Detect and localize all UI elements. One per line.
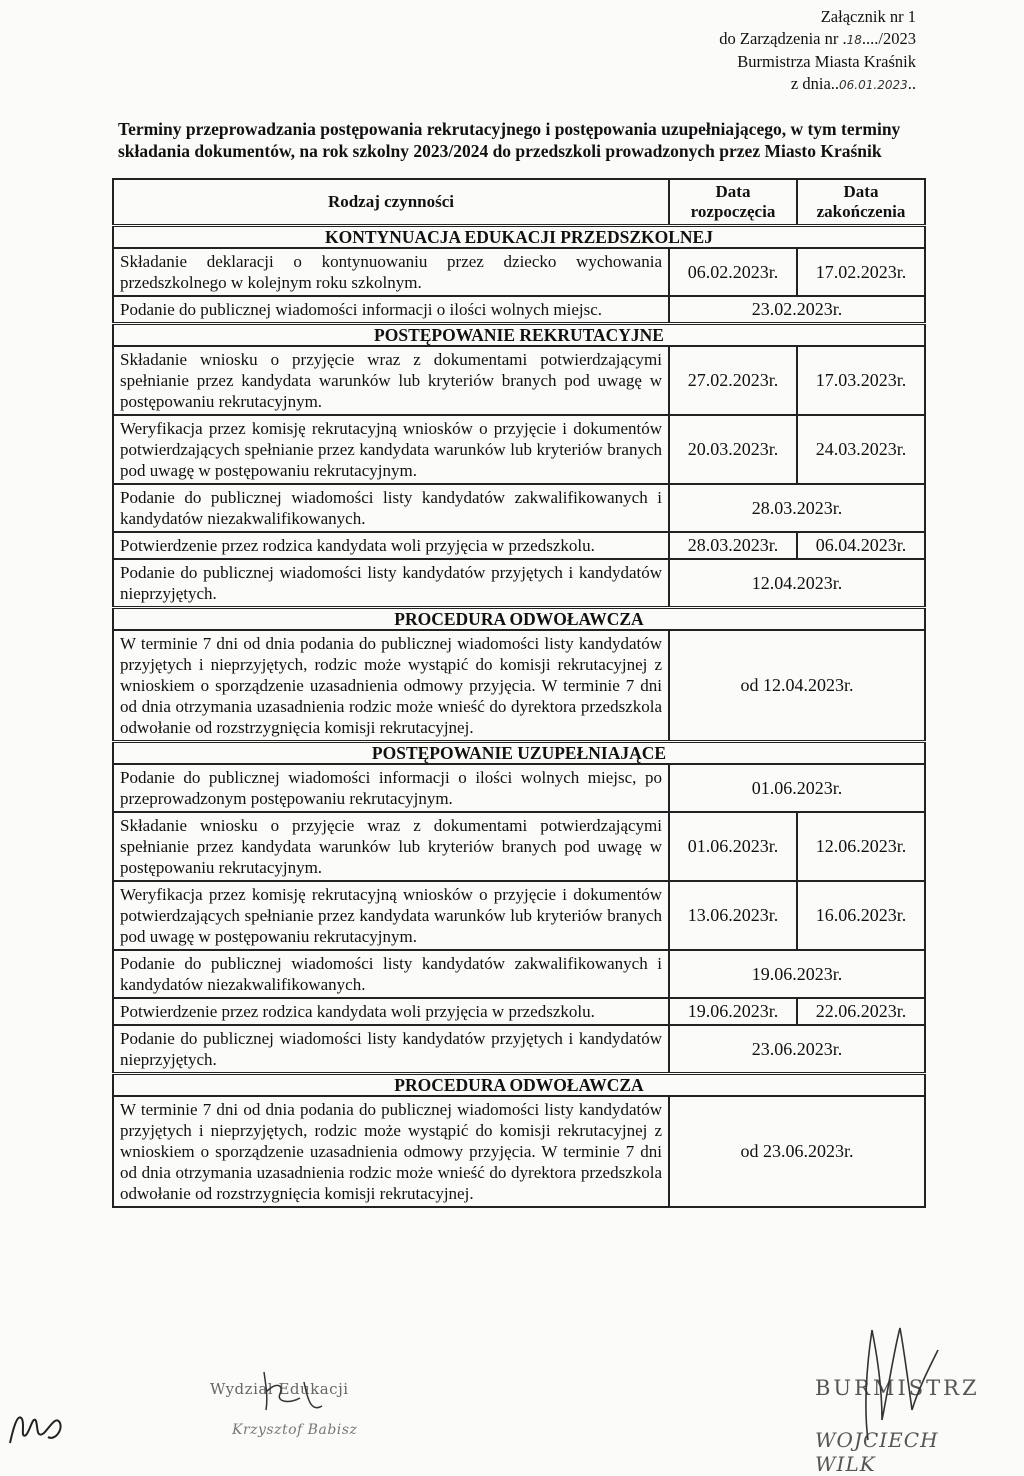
activity-cell: Podanie do publicznej wiadomości listy kandydatów przyjętych i kandydatów nieprzyjętych. (113, 559, 669, 608)
schedule-table (112, 178, 926, 1208)
end-date-cell: 12.06.2023r. (797, 812, 925, 881)
end-date-cell: 24.03.2023r. (797, 415, 925, 484)
activity-cell: Składanie wniosku o przyjęcie wraz z dokumentami potwierdzającymi spełnianie przez kandydata warunków lub kryteriów branych pod uwagę w postępowaniu rekrutacyjnym. (113, 812, 669, 881)
mayor-signature (838, 1310, 958, 1450)
date-cell: 23.06.2023r. (669, 1025, 925, 1074)
date-cell: 23.02.2023r. (669, 296, 925, 324)
date-cell: 01.06.2023r. (669, 764, 925, 812)
activity-cell: Podanie do publicznej wiadomości listy kandydatów zakwalifikowanych i kandydatów niezakwalifikowanych. (113, 950, 669, 998)
start-date-cell: 28.03.2023r. (669, 532, 797, 559)
header-end-date: Data zakończenia (797, 179, 925, 226)
activity-cell: Podanie do publicznej wiadomości listy kandydatów zakwalifikowanych i kandydatów niezakwalifikowanych. (113, 484, 669, 532)
document-title: Terminy przeprowadzania postępowania rekrutacyjnego i postępowania uzupełniającego, w tym terminy składania dokumentów, na rok szkolny 2023/2024 do przedszkoli prowadzonych przez Miasto Kraśnik (118, 119, 901, 161)
table-row (113, 1096, 925, 1207)
end-date-cell: 06.04.2023r. (797, 532, 925, 559)
table-row (113, 630, 925, 742)
table-row (113, 296, 925, 324)
table-row (113, 764, 925, 812)
activity-cell: Podanie do publicznej wiadomości informacji o ilości wolnych miejsc, po przeprowadzonym postępowaniu rekrutacyjnym. (113, 764, 669, 812)
start-date-cell: 20.03.2023r. (669, 415, 797, 484)
activity-cell: Składanie deklaracji o kontynuowaniu przez dziecko wychowania przedszkolnego w kolejnym roku szkolnym. (113, 248, 669, 296)
section-header-row (113, 608, 925, 631)
table-row (113, 346, 925, 415)
table-row (113, 532, 925, 559)
table-row (113, 248, 925, 296)
section-title: POSTĘPOWANIE UZUPEŁNIAJĄCE (113, 742, 925, 765)
table-row (113, 881, 925, 950)
section-header-row (113, 742, 925, 765)
table-row (113, 559, 925, 608)
table-row (113, 950, 925, 998)
activity-cell: Weryfikacja przez komisję rekrutacyjną wniosków o przyjęcie i dokumentów potwierdzających spełnianie przez kandydata warunków lub kryteriów branych pod uwagę w postępowaniu rekrutacyjnym. (113, 415, 669, 484)
section-header-row (113, 226, 925, 249)
order-date-handwritten: 06.01.2023 (839, 78, 908, 92)
start-date-cell: 19.06.2023r. (669, 998, 797, 1025)
header-activity: Rodzaj czynności (113, 179, 669, 226)
end-date-cell: 17.02.2023r. (797, 248, 925, 296)
section-title: PROCEDURA ODWOŁAWCZA (113, 1074, 925, 1097)
section-title: KONTYNUACJA EDUKACJI PRZEDSZKOLNEJ (113, 226, 925, 249)
date-cell: od 23.06.2023r. (669, 1096, 925, 1207)
initials-signature (0, 1395, 80, 1455)
end-date-cell: 17.03.2023r. (797, 346, 925, 415)
activity-cell: Potwierdzenie przez rodzica kandydata woli przyjęcia w przedszkolu. (113, 532, 669, 559)
table-row (113, 1025, 925, 1074)
section-header-row (113, 324, 925, 347)
activity-cell: W terminie 7 dni od dnia podania do publicznej wiadomości listy kandydatów przyjętych i nieprzyjętych, rodzic może wystąpić do komisji rekrutacyjnej z wnioskiem o sporządzenie uzasadnienia odmowy przyjęcia. W terminie 7 dni od dnia otrzymania uzasadnienia rodzic może wnieść do dyrektora przedszkola odwołanie od rozstrzygnięcia komisji rekrutacyjnej. (113, 1096, 669, 1207)
attachment-note (656, 6, 916, 96)
section-header-row (113, 1074, 925, 1097)
date-cell: 19.06.2023r. (669, 950, 925, 998)
order-date: z dnia..06.01.2023.. (790, 74, 916, 93)
table-row (113, 812, 925, 881)
section-title: PROCEDURA ODWOŁAWCZA (113, 608, 925, 631)
activity-cell: Składanie wniosku o przyjęcie wraz z dokumentami potwierdzającymi spełnianie przez kandydata warunków lub kryteriów branych pod uwagę w postępowaniu rekrutacyjnym. (113, 346, 669, 415)
start-date-cell: 27.02.2023r. (669, 346, 797, 415)
date-cell: 12.04.2023r. (669, 559, 925, 608)
activity-cell: Podanie do publicznej wiadomości listy kandydatów przyjętych i kandydatów nieprzyjętych. (113, 1025, 669, 1074)
start-date-cell: 01.06.2023r. (669, 812, 797, 881)
start-date-cell: 13.06.2023r. (669, 881, 797, 950)
issuer: Burmistrza Miasta Kraśnik (737, 52, 916, 71)
date-cell: od 12.04.2023r. (669, 630, 925, 742)
order-reference: do Zarządzenia nr .18..../2023 (719, 29, 916, 48)
table-row (113, 415, 925, 484)
activity-cell: W terminie 7 dni od dnia podania do publicznej wiadomości listy kandydatów przyjętych i nieprzyjętych, rodzic może wystąpić do komisji rekrutacyjnej z wnioskiem o sporządzenie uzasadnienia odmowy przyjęcia. W terminie 7 dni od dnia otrzymania uzasadnienia rodzic może wnieść do dyrektora przedszkola odwołanie od rozstrzygnięcia komisji rekrutacyjnej. (113, 630, 669, 742)
header-start-date: Data rozpoczęcia (669, 179, 797, 226)
mayor-name: WOJCIECH WILK (815, 1428, 939, 1476)
table-row (113, 484, 925, 532)
attachment-number: Załącznik nr 1 (820, 7, 916, 26)
end-date-cell: 22.06.2023r. (797, 998, 925, 1025)
department-person: Krzysztof Babisz (232, 1422, 358, 1438)
activity-cell: Potwierdzenie przez rodzica kandydata woli przyjęcia w przedszkolu. (113, 998, 669, 1025)
table-header-row (113, 179, 925, 226)
order-number-handwritten: 18 (846, 33, 862, 47)
mayor-office: BURMISTRZ (815, 1376, 980, 1400)
start-date-cell: 06.02.2023r. (669, 248, 797, 296)
department-signature (250, 1362, 370, 1422)
section-title: POSTĘPOWANIE REKRUTACYJNE (113, 324, 925, 347)
end-date-cell: 16.06.2023r. (797, 881, 925, 950)
date-cell: 28.03.2023r. (669, 484, 925, 532)
activity-cell: Podanie do publicznej wiadomości informacji o ilości wolnych miejsc. (113, 296, 669, 324)
table-row (113, 998, 925, 1025)
activity-cell: Weryfikacja przez komisję rekrutacyjną wniosków o przyjęcie i dokumentów potwierdzających spełnianie przez kandydata warunków lub kryteriów branych pod uwagę w postępowaniu rekrutacyjnym. (113, 881, 669, 950)
department-name: Wydział Edukacji (210, 1380, 349, 1398)
